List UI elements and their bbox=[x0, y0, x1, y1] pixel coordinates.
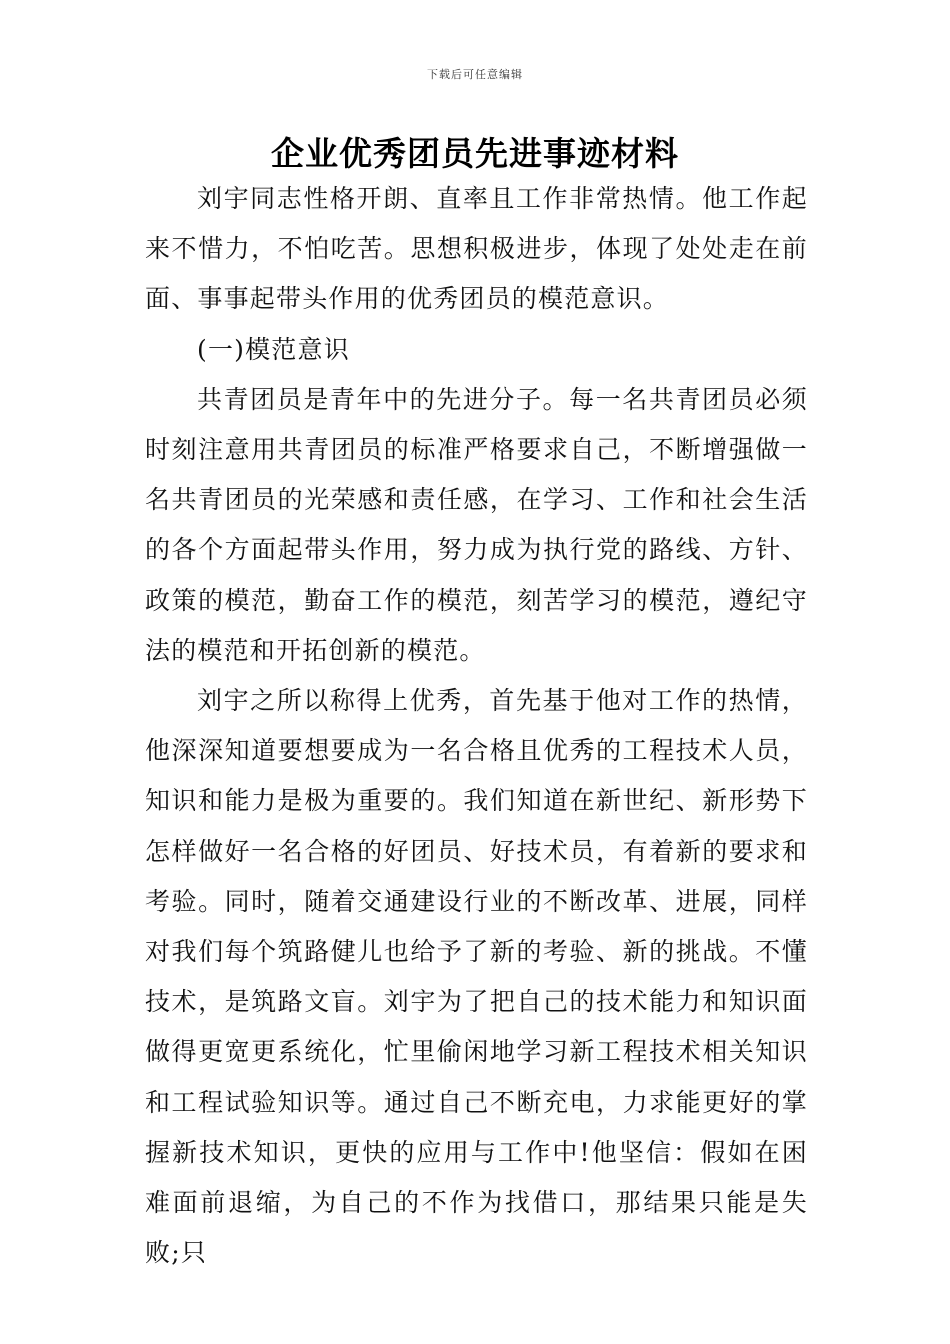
section-heading: (一)模范意识 bbox=[197, 334, 350, 364]
document-body bbox=[145, 174, 808, 1278]
document-title: 企业优秀团员先进事迹材料 bbox=[271, 134, 679, 173]
paragraph-work-enthusiasm: 刘宇之所以称得上优秀，首先基于他对工作的热情，他深深知道要想要成为一名合格且优秀的工程技术人员，知识和能力是极为重要的。我们知道在新世纪、新形势下怎样做好一名合格的好团员、好技术员，有着新的要求和考验。同时，随着交通建设行业的不断改革、进展，同样对我们每个筑路健儿也给予了新的考验、新的挑战。不懂技术，是筑路文盲。刘宇为了把自己的技术能力和知识面做得更宽更系统化，忙里偷闲地学习新工程技术相关知识和工程试验知识等。通过自己不断充电，力求能更好的掌握新技术知识，更快的应用与工作中!他坚信：假如在困难面前退缩，为自己的不作为找借口，那结果只能是失败;只 bbox=[145, 686, 808, 1268]
paragraph-model-awareness: 共青团员是青年中的先进分子。每一名共青团员必须时刻注意用共青团员的标准严格要求自己，不断增强做一名共青团员的光荣感和责任感，在学习、工作和社会生活的各个方面起带头作用，努力成为执行党的路线、方针、政策的模范，勤奋工作的模范，刻苦学习的模范，遵纪守法的模范和开拓创新的模范。 bbox=[145, 384, 808, 665]
header-note: 下载后可任意编辑 bbox=[427, 68, 523, 81]
paragraph-intro: 刘宇同志性格开朗、直率且工作非常热情。他工作起来不惜力，不怕吃苦。思想积极进步，体现了处处走在前面、事事起带头作用的优秀团员的模范意识。 bbox=[145, 184, 808, 314]
